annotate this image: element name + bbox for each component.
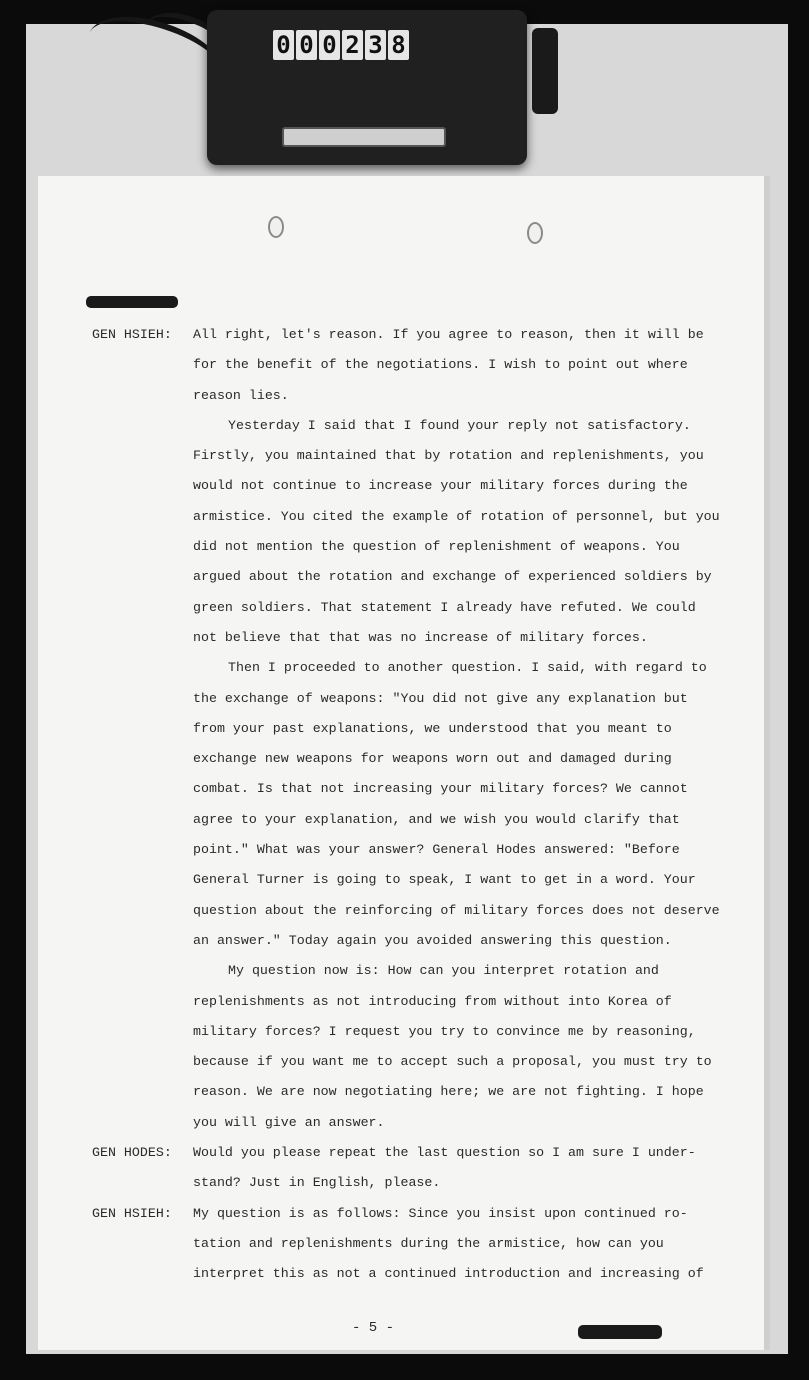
transcript-line: tation and replenishments during the armistice, how can you xyxy=(193,1235,664,1251)
transcript-line: argued about the rotation and exchange of experienced soldiers by xyxy=(193,569,712,585)
transcript-line: General Turner is going to speak, I want to get in a word. Your xyxy=(193,872,696,888)
speaker-block xyxy=(92,320,720,1138)
frame-counter-digits xyxy=(273,30,409,60)
transcript-line: from your past explanations, we understood that you meant to xyxy=(193,720,672,736)
transcript-line: not believe that that was no increase of military forces. xyxy=(193,629,648,645)
transcript-line: green soldiers. That statement I already have refuted. We could xyxy=(193,599,696,615)
transcript-line: point." What was your answer? General Hodes answered: "Before xyxy=(193,842,680,858)
counter-plate xyxy=(282,127,446,147)
speaker-label: GEN HSIEH: xyxy=(92,327,172,342)
transcript-line: All right, let's reason. If you agree to reason, then it will be xyxy=(193,327,704,342)
transcript-line: Firstly, you maintained that by rotation and replenishments, you xyxy=(193,448,704,464)
transcript-line: for the benefit of the negotiations. I wish to point out where xyxy=(193,357,688,373)
transcript-line: you will give an answer. xyxy=(193,1114,385,1130)
counter-digit: 0 xyxy=(319,30,340,60)
transcript-line: stand? Just in English, please. xyxy=(193,1175,441,1191)
transcript-line: reason lies. xyxy=(193,387,289,403)
transcript-line: agree to your explanation, and we wish you would clarify that xyxy=(193,811,680,827)
transcript-line: replenishments as not introducing from without into Korea of xyxy=(193,993,672,1009)
transcript-line: exchange new weapons for weapons worn out and damaged during xyxy=(193,751,672,767)
transcript-line: combat. Is that not increasing your military forces? We cannot xyxy=(193,781,688,797)
transcript-line: reason. We are now negotiating here; we are not fighting. I hope xyxy=(193,1084,704,1100)
speaker-block xyxy=(92,1138,712,1199)
transcript-line: Then I proceeded to another question. I said, with regard to xyxy=(228,660,707,676)
counter-digit: 8 xyxy=(388,30,409,60)
transcript-line: armistice. You cited the example of rotation of personnel, but you xyxy=(193,508,720,524)
page-edge-shadow xyxy=(764,176,770,1350)
transcript-line: would not continue to increase your military forces during the xyxy=(193,478,688,494)
transcript-body xyxy=(92,320,720,1290)
counter-digit: 0 xyxy=(273,30,294,60)
transcript-line: My question now is: How can you interpret rotation and xyxy=(228,963,659,979)
transcript-line: My question is as follows: Since you insist upon continued ro- xyxy=(193,1205,688,1221)
redacted-classification-top xyxy=(86,296,178,308)
transcript-line: question about the reinforcing of military forces does not deserve xyxy=(193,902,720,918)
punch-hole-left xyxy=(268,216,284,238)
page-number: - 5 - xyxy=(352,1320,395,1336)
speaker-label: GEN HODES: xyxy=(92,1145,172,1161)
transcript-line: military forces? I request you try to convince me by reasoning, xyxy=(193,1023,696,1039)
transcript-line: Yesterday I said that I found your reply not satisfactory. xyxy=(228,417,691,433)
transcript-line: did not mention the question of replenishment of weapons. You xyxy=(193,539,680,555)
speaker-block xyxy=(92,1199,712,1290)
counter-knob xyxy=(532,28,558,114)
counter-digit: 0 xyxy=(296,30,317,60)
redacted-classification-bottom xyxy=(578,1325,662,1339)
punch-hole-right xyxy=(527,222,543,244)
transcript-line: because if you want me to accept such a proposal, you must try to xyxy=(193,1054,712,1070)
transcript-line: interpret this as not a continued introduction and increasing of xyxy=(193,1266,704,1282)
counter-digit: 2 xyxy=(342,30,363,60)
transcript-line: the exchange of weapons: "You did not give any explanation but xyxy=(193,690,688,706)
transcript-line: Would you please repeat the last question so I am sure I under- xyxy=(193,1145,696,1161)
transcript-line: an answer." Today again you avoided answering this question. xyxy=(193,932,672,948)
speaker-label: GEN HSIEH: xyxy=(92,1205,172,1221)
counter-digit: 3 xyxy=(365,30,386,60)
